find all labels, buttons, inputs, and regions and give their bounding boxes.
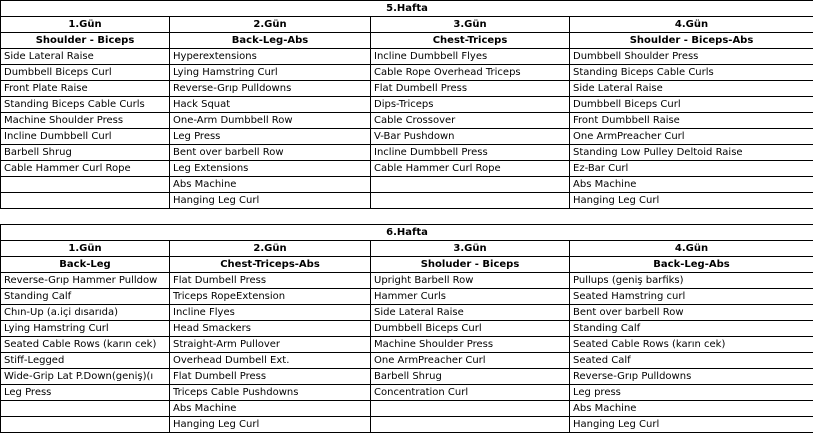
exercise-cell[interactable]: Machine Shoulder Press <box>371 337 570 353</box>
exercise-cell[interactable]: Ez-Bar Curl <box>570 161 813 177</box>
day-header-row <box>1 241 813 257</box>
day-header-cell[interactable]: 2.Gün <box>170 17 371 33</box>
week-title[interactable]: 6.Hafta <box>1 225 813 241</box>
exercise-cell[interactable]: Standing Calf <box>1 289 170 305</box>
muscle-group-row <box>1 257 813 273</box>
exercise-cell[interactable]: Flat Dumbell Press <box>170 273 371 289</box>
spacer-cell <box>1 209 813 225</box>
exercise-cell[interactable]: Cable Crossover <box>371 113 570 129</box>
exercise-cell[interactable]: Incline Dumbbell Curl <box>1 129 170 145</box>
exercise-cell[interactable]: Wide-Grip Lat P.Down(geniş)(ı <box>1 369 170 385</box>
exercise-row <box>1 337 813 353</box>
exercise-cell[interactable]: Seated Hamstring curl <box>570 289 813 305</box>
day-header-row <box>1 17 813 33</box>
exercise-cell[interactable]: Side Lateral Raise <box>371 305 570 321</box>
exercise-row <box>1 145 813 161</box>
exercise-cell[interactable]: Dumbbell Biceps Curl <box>1 65 170 81</box>
exercise-cell[interactable]: Hanging Leg Curl <box>170 193 371 209</box>
exercise-cell[interactable]: Reverse-Grıp Pulldowns <box>170 81 371 97</box>
exercise-row <box>1 401 813 417</box>
exercise-row <box>1 177 813 193</box>
exercise-cell[interactable]: Hanging Leg Curl <box>570 417 813 433</box>
exercise-cell[interactable]: Barbell Shrug <box>1 145 170 161</box>
exercise-cell[interactable]: Front Dumbbell Raise <box>570 113 813 129</box>
muscle-group-cell[interactable]: Back-Leg <box>1 257 170 273</box>
exercise-cell[interactable]: Cable Hammer Curl Rope <box>371 161 570 177</box>
week-title[interactable]: 5.Hafta <box>1 1 813 17</box>
exercise-cell[interactable]: V-Bar Pushdown <box>371 129 570 145</box>
exercise-cell[interactable]: Standing Biceps Cable Curls <box>570 65 813 81</box>
exercise-cell[interactable]: Chın-Up (a.içi dısarıda) <box>1 305 170 321</box>
exercise-cell[interactable]: Cable Hammer Curl Rope <box>1 161 170 177</box>
exercise-cell[interactable]: Leg press <box>570 385 813 401</box>
exercise-cell[interactable]: Stiff-Legged <box>1 353 170 369</box>
day-header-cell[interactable]: 4.Gün <box>570 17 813 33</box>
exercise-row <box>1 369 813 385</box>
exercise-cell[interactable]: One ArmPreacher Curl <box>570 129 813 145</box>
day-header-cell[interactable]: 2.Gün <box>170 241 371 257</box>
exercise-cell[interactable] <box>1 401 170 417</box>
exercise-cell[interactable]: Overhead Dumbell Ext. <box>170 353 371 369</box>
exercise-cell[interactable]: Abs Machine <box>170 401 371 417</box>
day-header-cell[interactable]: 1.Gün <box>1 17 170 33</box>
day-header-cell[interactable]: 4.Gün <box>570 241 813 257</box>
muscle-group-cell[interactable]: Sholuder - Biceps <box>371 257 570 273</box>
exercise-cell[interactable]: Concentration Curl <box>371 385 570 401</box>
exercise-cell[interactable]: Reverse-Grıp Hammer Pulldow <box>1 273 170 289</box>
exercise-cell[interactable]: Cable Rope Overhead Triceps <box>371 65 570 81</box>
exercise-row <box>1 385 813 401</box>
exercise-cell[interactable] <box>371 193 570 209</box>
sheet-body <box>1 1 813 433</box>
exercise-cell[interactable]: Standing Low Pulley Deltoid Raise <box>570 145 813 161</box>
exercise-cell[interactable]: Leg Press <box>170 129 371 145</box>
muscle-group-row <box>1 33 813 49</box>
muscle-group-cell[interactable]: Shoulder - Biceps-Abs <box>570 33 813 49</box>
exercise-cell[interactable]: Abs Machine <box>570 177 813 193</box>
exercise-cell[interactable]: One-Arm Dumbbell Row <box>170 113 371 129</box>
muscle-group-cell[interactable]: Shoulder - Biceps <box>1 33 170 49</box>
exercise-row <box>1 65 813 81</box>
exercise-cell[interactable]: Lying Hamstring Curl <box>170 65 371 81</box>
exercise-cell[interactable]: Flat Dumbell Press <box>170 369 371 385</box>
exercise-cell[interactable]: Flat Dumbell Press <box>371 81 570 97</box>
day-header-cell[interactable]: 3.Gün <box>371 17 570 33</box>
exercise-cell[interactable]: Hyperextensions <box>170 49 371 65</box>
exercise-cell[interactable] <box>371 417 570 433</box>
exercise-cell[interactable]: Head Smackers <box>170 321 371 337</box>
exercise-cell[interactable]: Dumbbell Biceps Curl <box>570 97 813 113</box>
exercise-cell[interactable]: Standing Calf <box>570 321 813 337</box>
week-title-row <box>1 1 813 17</box>
exercise-cell[interactable]: Seated Calf <box>570 353 813 369</box>
exercise-cell[interactable]: Barbell Shrug <box>371 369 570 385</box>
muscle-group-cell[interactable]: Chest-Triceps-Abs <box>170 257 371 273</box>
exercise-cell[interactable]: Straight-Arm Pullover <box>170 337 371 353</box>
exercise-cell[interactable]: Bent over barbell Row <box>570 305 813 321</box>
exercise-row <box>1 289 813 305</box>
exercise-cell[interactable]: Hanging Leg Curl <box>170 417 371 433</box>
exercise-row <box>1 129 813 145</box>
muscle-group-cell[interactable]: Back-Leg-Abs <box>570 257 813 273</box>
week-spacer-row <box>1 209 813 225</box>
muscle-group-cell[interactable]: Back-Leg-Abs <box>170 33 371 49</box>
muscle-group-cell[interactable]: Chest-Triceps <box>371 33 570 49</box>
exercise-cell[interactable]: Hack Squat <box>170 97 371 113</box>
exercise-cell[interactable]: Dumbbell Biceps Curl <box>371 321 570 337</box>
exercise-cell[interactable]: Upright Barbell Row <box>371 273 570 289</box>
exercise-cell[interactable]: Side Lateral Raise <box>1 49 170 65</box>
week-title-row <box>1 225 813 241</box>
exercise-cell[interactable]: Machine Shoulder Press <box>1 113 170 129</box>
exercise-cell[interactable]: Hanging Leg Curl <box>570 193 813 209</box>
exercise-row <box>1 193 813 209</box>
exercise-row <box>1 49 813 65</box>
day-header-cell[interactable]: 1.Gün <box>1 241 170 257</box>
exercise-cell[interactable]: Bent over barbell Row <box>170 145 371 161</box>
exercise-cell[interactable] <box>371 401 570 417</box>
exercise-cell[interactable]: Standing Biceps Cable Curls <box>1 97 170 113</box>
exercise-cell[interactable]: Triceps Cable Pushdowns <box>170 385 371 401</box>
exercise-row <box>1 273 813 289</box>
exercise-cell[interactable]: Reverse-Grıp Pulldowns <box>570 369 813 385</box>
exercise-cell[interactable]: Dips-Triceps <box>371 97 570 113</box>
exercise-row <box>1 113 813 129</box>
exercise-row <box>1 417 813 433</box>
exercise-cell[interactable]: Incline Flyes <box>170 305 371 321</box>
exercise-cell[interactable] <box>1 417 170 433</box>
exercise-cell[interactable]: Seated Cable Rows (karın cek) <box>1 337 170 353</box>
exercise-cell[interactable]: Triceps RopeExtension <box>170 289 371 305</box>
day-header-cell[interactable]: 3.Gün <box>371 241 570 257</box>
exercise-cell[interactable]: Leg Extensions <box>170 161 371 177</box>
exercise-cell[interactable]: Incline Dumbbell Press <box>371 145 570 161</box>
exercise-row <box>1 81 813 97</box>
exercise-row <box>1 161 813 177</box>
exercise-cell[interactable]: Pullups (geniş barfiks) <box>570 273 813 289</box>
exercise-cell[interactable] <box>1 193 170 209</box>
exercise-row <box>1 97 813 113</box>
exercise-cell[interactable] <box>1 177 170 193</box>
exercise-cell[interactable]: Abs Machine <box>170 177 371 193</box>
exercise-cell[interactable]: Abs Machine <box>570 401 813 417</box>
exercise-row <box>1 305 813 321</box>
exercise-row <box>1 353 813 369</box>
exercise-cell[interactable]: Front Plate Raise <box>1 81 170 97</box>
exercise-cell[interactable]: Incline Dumbbell Flyes <box>371 49 570 65</box>
exercise-cell[interactable]: Hammer Curls <box>371 289 570 305</box>
exercise-cell[interactable]: Lying Hamstring Curl <box>1 321 170 337</box>
exercise-cell[interactable]: Dumbbell Shoulder Press <box>570 49 813 65</box>
exercise-cell[interactable] <box>371 177 570 193</box>
exercise-cell[interactable]: One ArmPreacher Curl <box>371 353 570 369</box>
exercise-cell[interactable]: Side Lateral Raise <box>570 81 813 97</box>
exercise-cell[interactable]: Seated Cable Rows (karın cek) <box>570 337 813 353</box>
exercise-cell[interactable]: Leg Press <box>1 385 170 401</box>
exercise-row <box>1 321 813 337</box>
